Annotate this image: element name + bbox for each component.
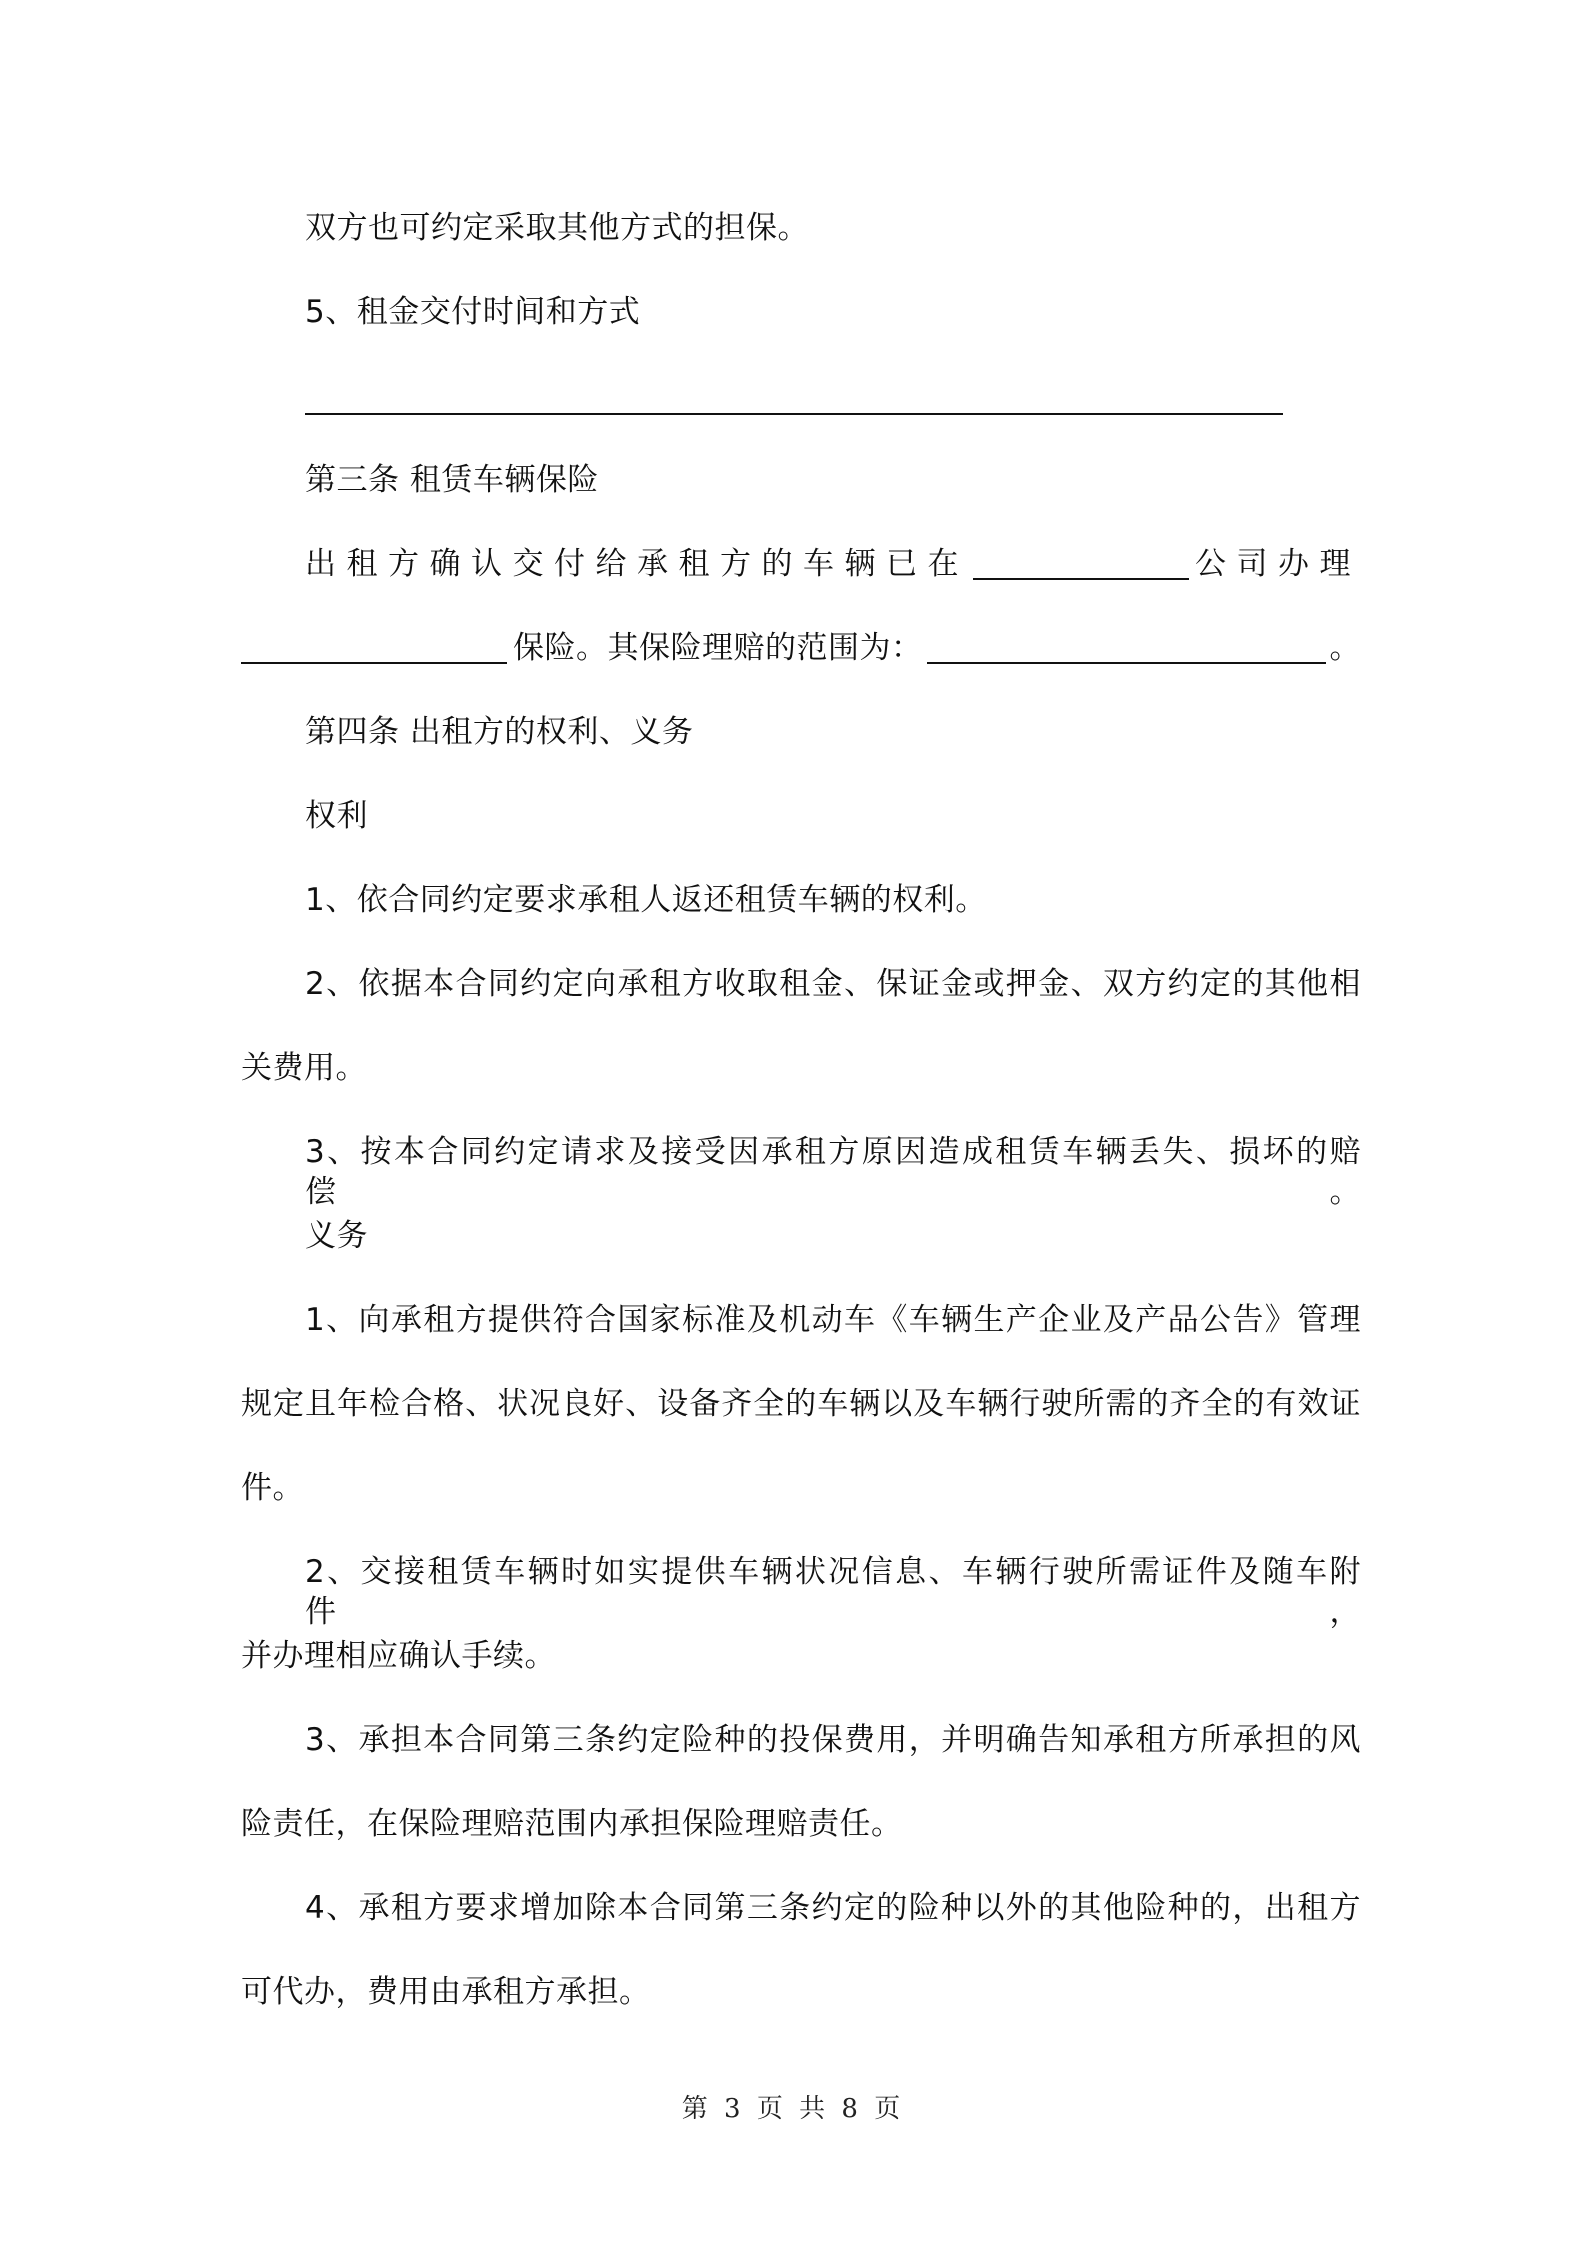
blank-fill-line xyxy=(305,413,1283,415)
company-blank xyxy=(973,548,1189,580)
obligations-item-2-cont: 并办理相应确认手续。 xyxy=(241,1638,556,1674)
obligations-item-2: 2、交接租赁车辆时如实提供车辆状况信息、车辆行驶所需证件及随车附件， xyxy=(305,1554,1361,1630)
rights-item-1: 1、依合同约定要求承租人返还租赁车辆的权利。 xyxy=(305,882,987,918)
insurance-paragraph-line1 xyxy=(305,544,1361,584)
rights-item-3: 3、按本合同约定请求及接受因承租方原因造成租赁车辆丢失、损坏的赔偿。 xyxy=(305,1134,1361,1210)
obligations-heading: 义务 xyxy=(305,1218,368,1254)
rights-heading: 权利 xyxy=(305,798,368,834)
rights-item-2-cont: 关费用。 xyxy=(241,1050,367,1086)
insurance-text-a: 出租方确认交付给承租方的车辆已在 xyxy=(305,546,969,582)
insurance-paragraph-line2 xyxy=(241,628,1361,668)
page-number-footer: 第 3 页 共 8 页 xyxy=(681,2094,905,2124)
obligations-item-1: 1、向承租方提供符合国家标准及机动车《车辆生产企业及产品公告》管理 xyxy=(305,1302,1361,1338)
obligations-item-1-end: 件。 xyxy=(241,1470,304,1506)
obligations-item-1-cont: 规定且年检合格、状况良好、设备齐全的车辆以及车辆行驶所需的齐全的有效证 xyxy=(241,1386,1361,1422)
obligations-item-3: 3、承担本合同第三条约定险种的投保费用，并明确告知承租方所承担的风 xyxy=(305,1722,1361,1758)
insurance-text-c: 保险。其保险理赔的范围为： xyxy=(513,630,923,666)
article-three-heading: 第三条 租赁车辆保险 xyxy=(305,462,599,498)
rights-item-2: 2、依据本合同约定向承租方收取租金、保证金或押金、双方约定的其他相 xyxy=(305,966,1361,1002)
item-rent-payment: 5、租金交付时间和方式 xyxy=(305,294,641,330)
obligations-item-4-cont: 可代办，费用由承租方承担。 xyxy=(241,1974,651,2010)
obligations-item-4: 4、承租方要求增加除本合同第三条约定的险种以外的其他险种的，出租方 xyxy=(305,1890,1361,1926)
insurance-type-blank xyxy=(241,632,507,664)
claim-scope-blank xyxy=(927,632,1326,664)
paragraph-guarantee-other: 双方也可约定采取其他方式的担保。 xyxy=(305,210,809,246)
insurance-text-b: 公司办理 xyxy=(1195,546,1361,582)
article-four-heading: 第四条 出租方的权利、义务 xyxy=(305,714,694,750)
obligations-item-3-cont: 险责任，在保险理赔范围内承担保险理赔责任。 xyxy=(241,1806,903,1842)
insurance-text-d: 。 xyxy=(1329,630,1361,666)
